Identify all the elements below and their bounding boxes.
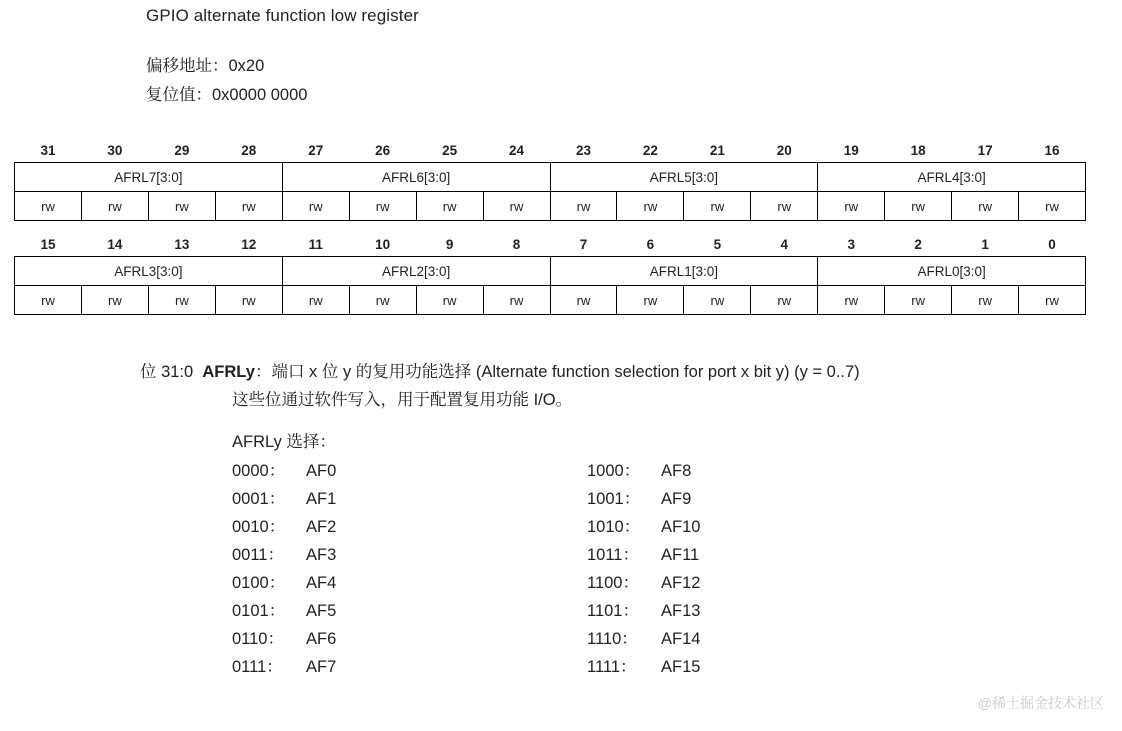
access-cell: rw (416, 192, 483, 221)
bit-number: 17 (977, 142, 993, 158)
bit-number: 28 (241, 142, 257, 158)
af-code: 0101： (232, 602, 286, 620)
reset-value: 复位值：0x0000 0000 (146, 86, 308, 104)
af-value: AF8 (661, 462, 692, 480)
af-code: 1101： (587, 602, 639, 620)
af-value: AF9 (661, 490, 692, 508)
af-item (587, 569, 700, 597)
bit-number: 23 (575, 142, 591, 158)
af-code: 1011： (587, 546, 639, 564)
bit-number: 25 (442, 142, 458, 158)
bit-number-row (15, 232, 1086, 257)
af-item (232, 485, 336, 513)
af-item (587, 485, 700, 513)
af-value: AF4 (306, 574, 337, 592)
bit-number: 24 (509, 142, 525, 158)
access-cell: rw (282, 192, 349, 221)
bit-number: 21 (709, 142, 725, 158)
af-list-title: AFRLy 选择： (232, 433, 336, 451)
access-cell: rw (215, 286, 282, 315)
bit-number: 13 (174, 236, 190, 252)
af-column-right (587, 457, 700, 681)
af-code: 0001： (232, 490, 286, 508)
access-cell: rw (148, 192, 215, 221)
access-cell: rw (349, 192, 416, 221)
bit-number: 3 (847, 236, 855, 252)
af-value: AF10 (661, 518, 701, 536)
af-item (587, 541, 700, 569)
af-value: AF14 (661, 630, 701, 648)
access-cell: rw (81, 192, 148, 221)
field-cell: AFRL1[3:0] (550, 257, 818, 286)
access-cell: rw (684, 286, 751, 315)
af-item (232, 513, 336, 541)
af-code: 1001： (587, 490, 641, 508)
bit-number: 27 (308, 142, 324, 158)
af-value: AF2 (306, 518, 337, 536)
af-item (587, 513, 700, 541)
access-row (15, 192, 1086, 221)
access-cell: rw (215, 192, 282, 221)
access-cell: rw (952, 286, 1019, 315)
af-value: AF11 (661, 546, 700, 564)
access-cell: rw (1019, 192, 1086, 221)
af-selection-list (232, 428, 932, 676)
af-code: 0100： (232, 574, 286, 592)
access-cell: rw (818, 192, 885, 221)
af-value: AF15 (661, 658, 701, 676)
field-cell: AFRL7[3:0] (15, 163, 283, 192)
page-title: GPIO alternate function low register (146, 6, 419, 25)
access-cell: rw (952, 192, 1019, 221)
bit-number: 19 (843, 142, 859, 158)
field-name-label: AFRLy (202, 363, 255, 381)
access-cell: rw (885, 192, 952, 221)
af-item (587, 457, 700, 485)
field-cell: AFRL6[3:0] (282, 163, 550, 192)
access-cell: rw (617, 192, 684, 221)
field-cell: AFRL0[3:0] (818, 257, 1086, 286)
af-value: AF6 (306, 630, 337, 648)
af-code: 0010： (232, 518, 286, 536)
bit-number: 10 (375, 236, 391, 252)
af-item (232, 457, 336, 485)
access-cell: rw (751, 286, 818, 315)
bit-number: 0 (1048, 236, 1056, 252)
bit-number: 26 (375, 142, 391, 158)
bit-number: 6 (646, 236, 655, 252)
af-value: AF3 (306, 546, 337, 564)
af-value: AF0 (306, 462, 337, 480)
af-code: 0000： (232, 462, 286, 480)
access-cell: rw (885, 286, 952, 315)
af-item (587, 653, 700, 681)
bit-number: 20 (776, 142, 792, 158)
af-item (587, 625, 700, 653)
access-cell: rw (416, 286, 483, 315)
access-cell: rw (751, 192, 818, 221)
access-cell: rw (684, 192, 751, 221)
access-cell: rw (818, 286, 885, 315)
bit-number: 31 (40, 142, 56, 158)
bit-number: 2 (914, 236, 922, 252)
af-item (232, 625, 336, 653)
bit-number: 5 (713, 236, 722, 252)
af-item (232, 569, 336, 597)
bit-number: 4 (780, 236, 789, 252)
bit-table-high (14, 138, 1086, 221)
af-code: 0111： (232, 658, 283, 676)
offset-address: 偏移地址：0x20 (146, 57, 265, 75)
access-row (15, 286, 1086, 315)
register-meta (146, 52, 307, 110)
af-item (232, 541, 336, 569)
bit-table-low (14, 232, 1086, 315)
field-cell: AFRL5[3:0] (550, 163, 818, 192)
description-line-1 (140, 358, 1090, 386)
af-item (232, 653, 336, 681)
af-code: 1000： (587, 462, 641, 480)
af-value: AF7 (306, 658, 337, 676)
af-item (587, 597, 700, 625)
bit-number: 7 (579, 236, 588, 252)
bit-number: 16 (1044, 142, 1060, 158)
watermark: @稀土掘金技术社区 (977, 695, 1104, 711)
field-cell: AFRL4[3:0] (818, 163, 1086, 192)
bit-number: 29 (174, 142, 190, 158)
access-cell: rw (148, 286, 215, 315)
af-column-left (232, 457, 336, 681)
bit-number: 9 (445, 236, 454, 252)
bit-number: 8 (512, 236, 521, 252)
bit-number: 14 (107, 236, 123, 252)
af-code: 1110： (587, 630, 638, 648)
field-name-row (15, 163, 1086, 192)
access-cell: rw (282, 286, 349, 315)
bit-range-label: 位 31:0 (140, 363, 194, 381)
bit-number: 12 (241, 236, 257, 252)
description-line-2: 这些位通过软件写入，用于配置复用功能 I/O。 (232, 391, 573, 409)
access-cell: rw (550, 192, 617, 221)
bit-number: 22 (642, 142, 658, 158)
af-value: AF13 (661, 602, 701, 620)
af-code: 1010： (587, 518, 641, 536)
description-text: ：端口 x 位 y 的复用功能选择 (Alternate function selection for port x bit y) (y = 0..7) (254, 363, 860, 381)
bit-number-row (15, 138, 1086, 163)
bit-number: 18 (910, 142, 926, 158)
field-cell: AFRL3[3:0] (15, 257, 283, 286)
af-value: AF12 (661, 574, 701, 592)
field-name-row (15, 257, 1086, 286)
access-cell: rw (483, 192, 550, 221)
af-code: 0110： (232, 630, 284, 648)
access-cell: rw (483, 286, 550, 315)
access-cell: rw (81, 286, 148, 315)
access-cell: rw (349, 286, 416, 315)
bit-number: 11 (308, 236, 323, 252)
af-value: AF1 (306, 490, 337, 508)
access-cell: rw (1019, 286, 1086, 315)
access-cell: rw (617, 286, 684, 315)
field-cell: AFRL2[3:0] (282, 257, 550, 286)
field-description (140, 358, 1090, 414)
access-cell: rw (15, 192, 82, 221)
af-item (232, 597, 336, 625)
access-cell: rw (550, 286, 617, 315)
af-code: 0011： (232, 546, 284, 564)
af-value: AF5 (306, 602, 337, 620)
access-cell: rw (15, 286, 82, 315)
bit-number: 15 (40, 236, 56, 252)
af-code: 1100： (587, 574, 639, 592)
bit-number: 1 (981, 236, 989, 252)
bit-number: 30 (107, 142, 123, 158)
af-code: 1111： (587, 658, 637, 676)
